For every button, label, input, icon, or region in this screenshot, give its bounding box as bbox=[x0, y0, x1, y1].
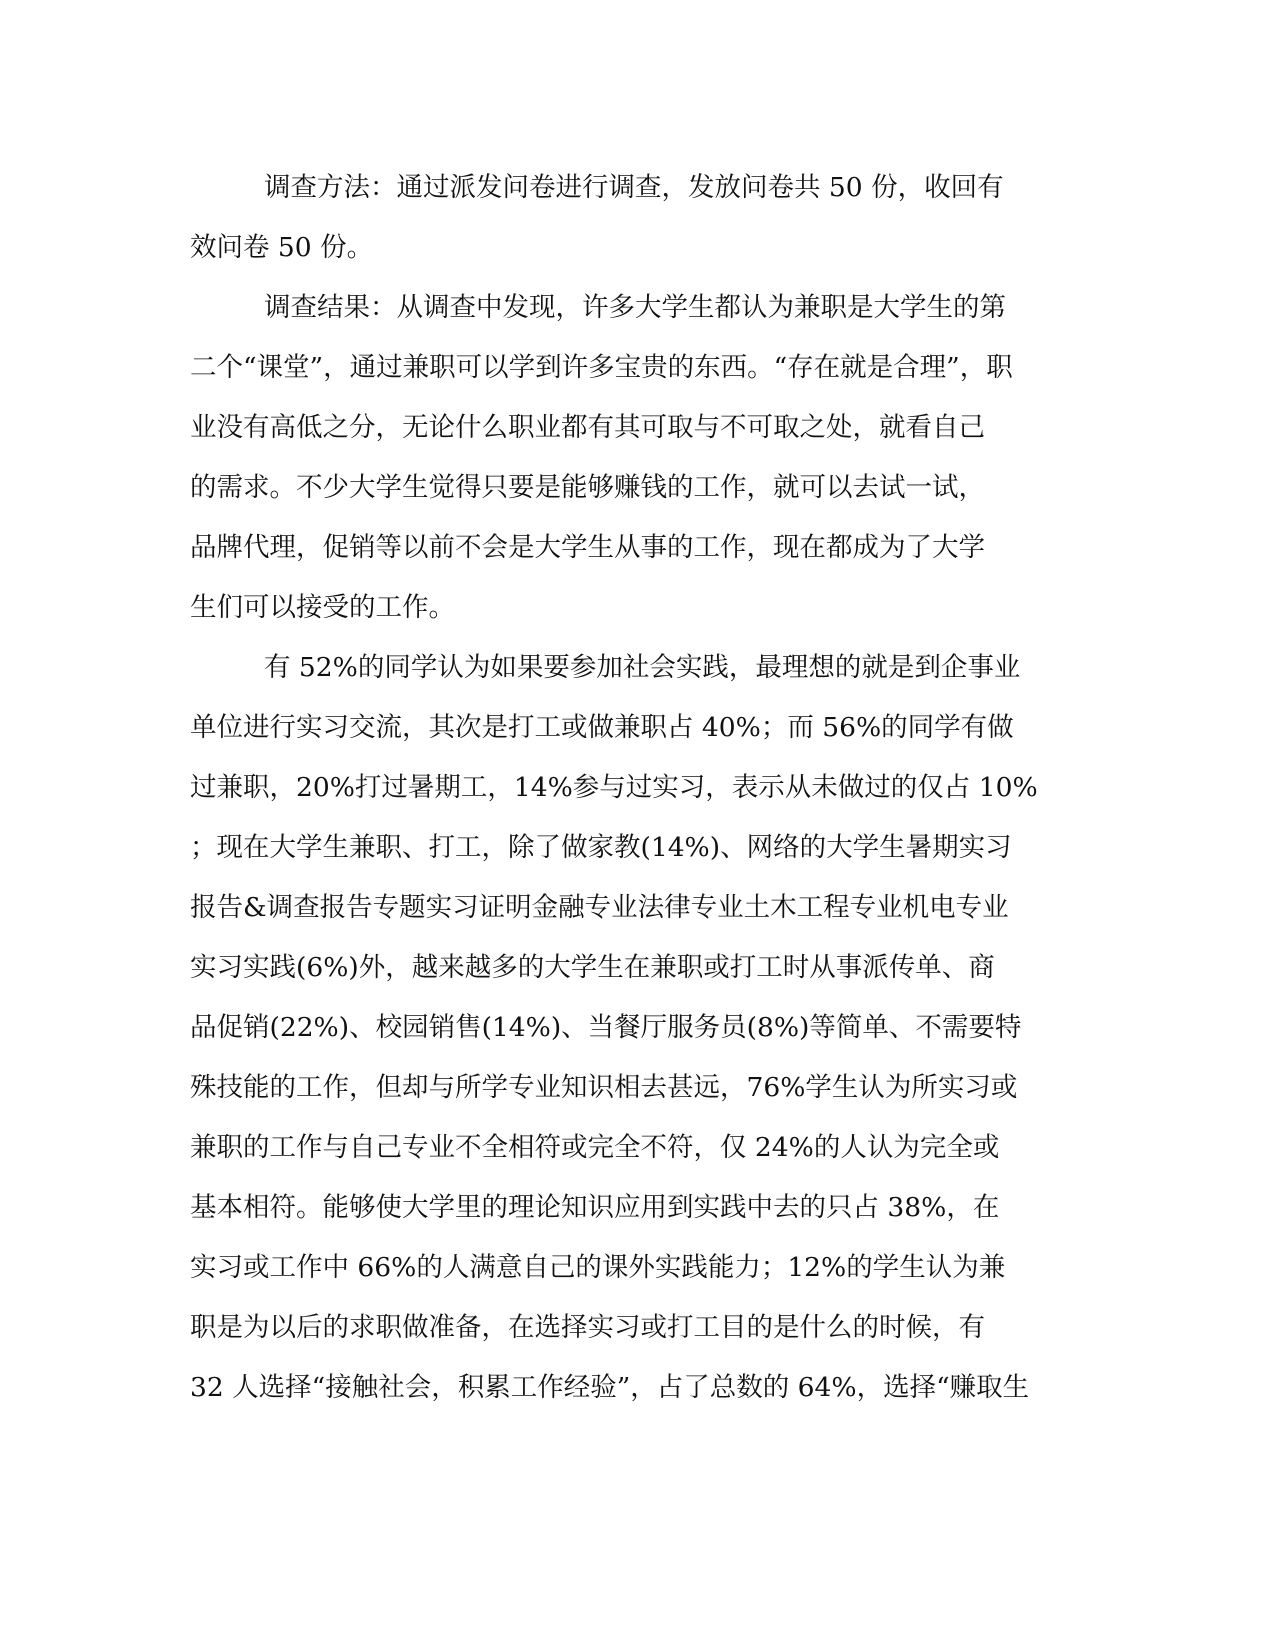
paragraph-line: 二个“课堂”，通过兼职可以学到许多宝贵的东西。“存在就是合理”，职 bbox=[190, 352, 1013, 383]
paragraph-line: 单位进行实习交流，其次是打工或做兼职占 40%；而 56%的同学有做 bbox=[190, 712, 1014, 743]
paragraph-line: 业没有高低之分，无论什么职业都有其可取与不可取之处，就看自己 bbox=[190, 412, 985, 443]
paragraph-line: 过兼职，20%打过暑期工，14%参与过实习，表示从未做过的仅占 10% bbox=[190, 772, 1038, 803]
paragraph-line: 品牌代理，促销等以前不会是大学生从事的工作，现在都成为了大学 bbox=[190, 532, 985, 563]
paragraph-line: 32 人选择“接触社会，积累工作经验”，占了总数的 64%，选择“赚取生 bbox=[190, 1372, 1030, 1403]
paragraph-line: 实习或工作中 66%的人满意自己的课外实践能力；12%的学生认为兼 bbox=[190, 1252, 1006, 1283]
paragraph-line: 调查方法：通过派发问卷进行调查，发放问卷共 50 份，收回有 bbox=[264, 172, 1004, 203]
paragraph-line: 基本相符。能够使大学里的理论知识应用到实践中去的只占 38%，在 bbox=[190, 1192, 1000, 1223]
paragraph-line: 品促销(22%)、校园销售(14%)、当餐厅服务员(8%)等简单、不需要特 bbox=[190, 1012, 1022, 1043]
paragraph-line: 殊技能的工作，但却与所学专业知识相去甚远，76%学生认为所实习或 bbox=[190, 1072, 1018, 1103]
paragraph-line: 调查结果：从调查中发现，许多大学生都认为兼职是大学生的第 bbox=[264, 292, 1006, 323]
paragraph-line: 实习实践(6%)外，越来越多的大学生在兼职或打工时从事派传单、商 bbox=[190, 952, 995, 983]
paragraph-line: 报告&调查报告专题实习证明金融专业法律专业土木工程专业机电专业 bbox=[190, 892, 1009, 923]
paragraph-line: 有 52%的同学认为如果要参加社会实践，最理想的就是到企事业 bbox=[264, 652, 1021, 683]
paragraph-line: 生们可以接受的工作。 bbox=[190, 592, 455, 623]
paragraph-line: 效问卷 50 份。 bbox=[190, 232, 374, 263]
paragraph-line: ；现在大学生兼职、打工，除了做家教(14%)、网络的大学生暑期实习 bbox=[190, 832, 1012, 863]
paragraph-line: 职是为以后的求职做准备，在选择实习或打工目的是什么的时候，有 bbox=[190, 1312, 985, 1343]
paragraph-line: 的需求。不少大学生觉得只要是能够赚钱的工作，就可以去试一试， bbox=[190, 472, 985, 503]
document-body bbox=[190, 158, 1080, 1418]
paragraph-line: 兼职的工作与自己专业不全相符或完全不符，仅 24%的人认为完全或 bbox=[190, 1132, 1000, 1163]
